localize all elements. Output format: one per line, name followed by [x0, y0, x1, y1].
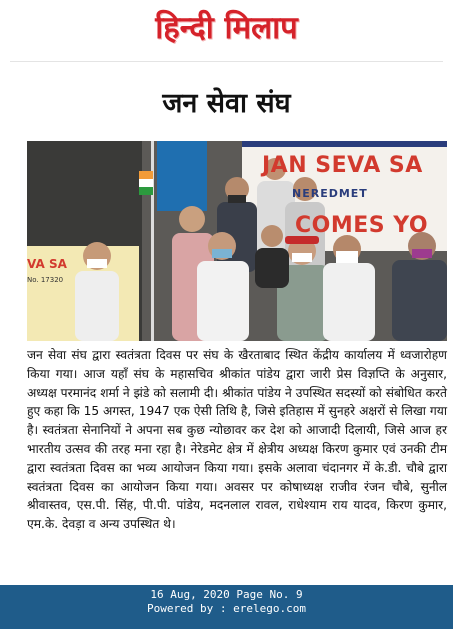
article-photo: [27, 141, 447, 341]
masthead: [0, 0, 453, 62]
newspaper-logo: हिन्दी मिलाप: [155, 10, 298, 46]
photo-banner-text: COMES YO: [295, 213, 429, 238]
photo-banner-text: JAN SEVA SA: [262, 153, 423, 178]
edition-date: 16 Aug, 2020 Page No. 9: [150, 588, 303, 601]
photo-left-banner-subtext: No. 17320: [27, 276, 64, 284]
photo-banner-subtext: NEREDMET: [292, 187, 368, 200]
page-footer: [0, 585, 453, 629]
article-headline: जन सेवा संघ: [162, 88, 291, 119]
masthead-divider: [10, 61, 443, 62]
powered-by-link[interactable]: Powered by : erelego.com: [147, 602, 306, 615]
article-body: जन सेवा संघ द्वारा स्वतंत्रता दिवस पर संघ के खैरताबाद स्थित केंद्रीय कार्यालय में ध्वजारोहण किया गया। आज यहाँ संघ के महासचिव श्रीकांत पांडेय द्वारा जारी प्रेस विज्ञप्ति के अनुसार, अध्यक्ष परमानंद शर्मा ने झंडे को सलामी दी। श्रीकांत पांडेय ने उपस्थित सदस्यों को संबोधित करते हुए कहा कि 15 अगस्त, 1947 एक ऐसी तिथि है, जिसे इतिहास में सुनहरे अक्षरों से लिखा गया है। स्वतंत्रता सेनानियों ने अपना सब कुछ न्योछावर कर देश को आजादी दिलायी, जिसे आज हर भारतीय उत्सव की तरह मना रहा है। नेरेडमेट क्षेत्र में क्षेत्रीय अध्यक्ष किरण कुमार एवं उनकी टीम द्वारा स्वतंत्रता दिवस का भव्य आयोजन किया गया। इसके अलावा चंदानगर में के.डी. चौबे द्वारा स्वतंत्रता दिवस का आयोजन किया गया। अवसर पर कोषाध्यक्ष राजीव रंजन चौबे, सुनील श्रीवास्तव, एस.पी. सिंह, पी.पी. पांडेय, मदनलाल रावल, राधेश्याम राय यादव, किरण कुमार, एम.के. देवड़ा व अन्य उपस्थित थे।: [27, 348, 447, 532]
photo-left-banner-text: VA SA: [27, 257, 67, 271]
